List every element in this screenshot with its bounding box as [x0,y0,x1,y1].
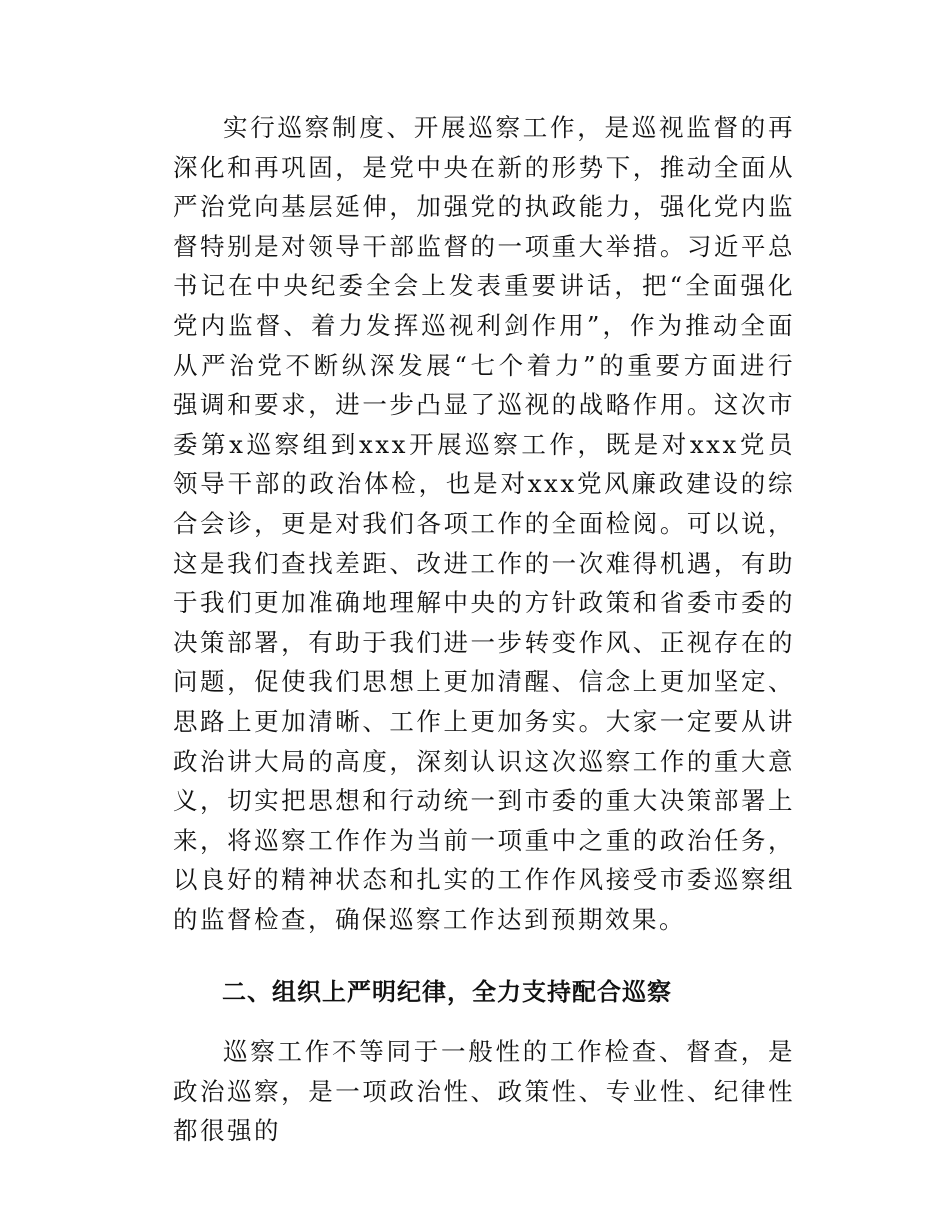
body-paragraph: 实行巡察制度、开展巡察工作，是巡视监督的再深化和再巩固，是党中央在新的形势下，推动全面从严治党向基层延伸，加强党的执政能力，强化党内监督特别是对领导干部监督的一项重大举措。习近平总书记在中央纪委全会上发表重要讲话，把“全面强化党内监督、着力发挥巡视利剑作用”，作为推动全面从严治党不断纵深发展“七个着力”的重要方面进行强调和要求，进一步凸显了巡视的战略作用。这次市委第x巡察组到xxx开展巡察工作，既是对xxx党员领导干部的政治体检，也是对xxx党风廉政建设的综合会诊，更是对我们各项工作的全面检阅。可以说，这是我们查找差距、改进工作的一次难得机遇，有助于我们更加准确地理解中央的方针政策和省委市委的决策部署，有助于我们进一步转变作风、正视存在的问题，促使我们思想上更加清醒、信念上更加坚定、思路上更加清晰、工作上更加务实。大家一定要从讲政治讲大局的高度，深刻认识这次巡察工作的重大意义，切实把思想和行动统一到市委的重大决策部署上来，将巡察工作作为当前一项重中之重的政治任务，以良好的精神状态和扎实的工作作风接受市委巡察组的监督检查，确保巡察工作达到预期效果。 [173,113,795,934]
body-paragraph-continued: 巡察工作不等同于一般性的工作检查、督查，是政治巡察，是一项政治性、政策性、专业性、纪律性都很强的 [173,1037,795,1146]
section-heading: 二、组织上严明纪律，全力支持配合巡察 [222,978,672,1006]
